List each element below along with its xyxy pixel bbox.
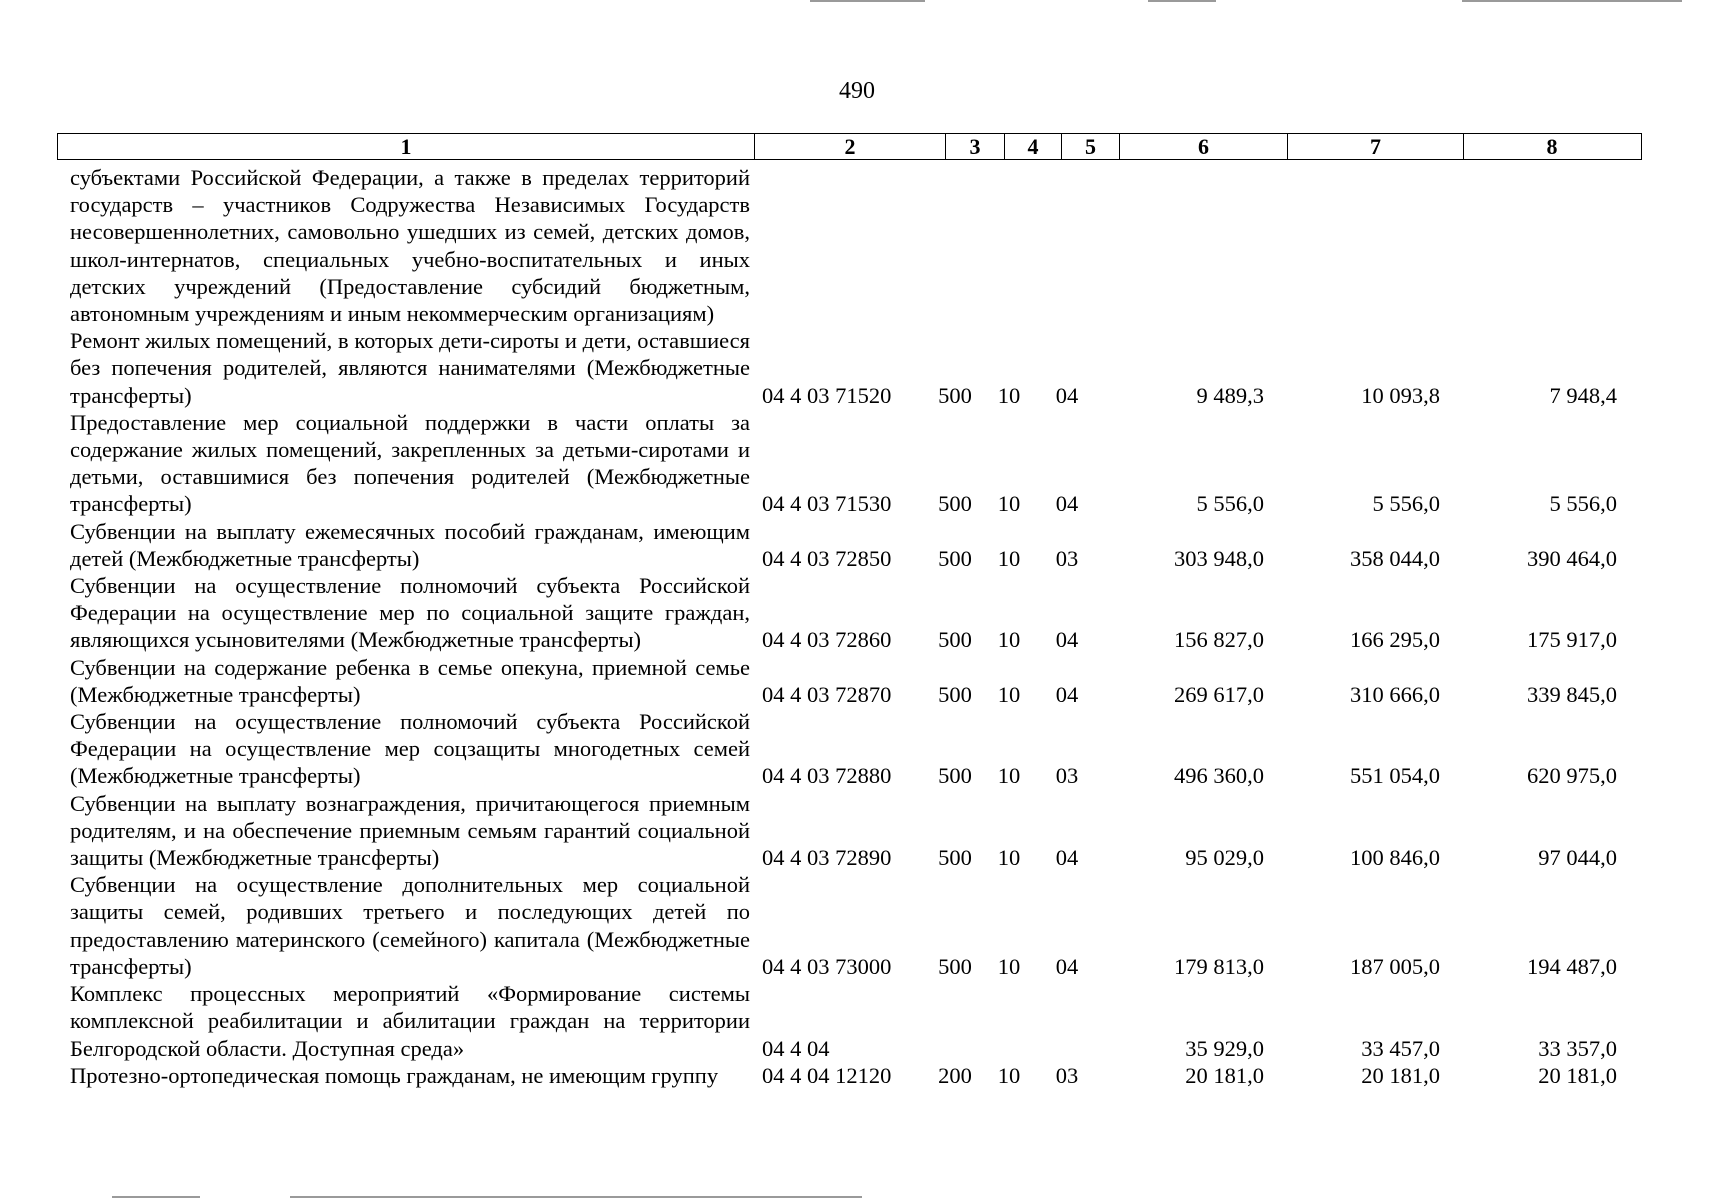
row-value-6: 9 489,3 — [1196, 382, 1264, 408]
row-col4: 10 — [997, 491, 1021, 517]
row-value-8: 175 917,0 — [1527, 627, 1617, 653]
row-value-6: 303 948,0 — [1174, 545, 1264, 571]
row-code: 04 4 03 72880 — [762, 763, 892, 789]
row-value-6: 179 813,0 — [1174, 953, 1264, 979]
row-value-8: 339 845,0 — [1527, 681, 1617, 707]
table-row — [57, 518, 1657, 572]
table-row — [57, 654, 1657, 708]
table-row — [57, 790, 1657, 872]
row-col4: 10 — [997, 1062, 1021, 1088]
row-name: субъектами Российской Федерации, а также в пределах территорий государств – участников Содружества Независимых Государств несовершеннолетних, самовольно ушедших из семей, детских домов, школ-интернатов, специальных учебно-воспитательных и иных детских учреждений (Предоставление субсидий бюджетным, автономным учреждениям и иным некоммерческим организациям) — [70, 165, 750, 327]
row-col3: 500 — [938, 627, 972, 653]
row-name: Субвенции на выплату вознаграждения, причитающегося приемным родителям, и на обеспечение приемным семьям гарантий социальной защиты (Межбюджетные трансферты) — [70, 790, 750, 871]
row-value-7: 10 093,8 — [1361, 382, 1440, 408]
row-col3: 500 — [938, 953, 972, 979]
row-value-7: 20 181,0 — [1361, 1062, 1440, 1088]
row-name: Субвенции на осуществление дополнительных мер социальной защиты семей, родивших третьего и последующих детей по предоставлению материнского (семейного) капитала (Межбюджетные трансферты) — [70, 872, 750, 979]
header-col-4: 4 — [1005, 134, 1062, 159]
row-name: Субвенции на осуществление полномочий субъекта Российской Федерации на осуществление мер по социальной защите граждан, являющихся усыновителями (Межбюджетные трансферты) — [70, 573, 750, 653]
scan-line — [810, 0, 925, 2]
row-code: 04 4 03 73000 — [762, 953, 892, 979]
row-col3: 500 — [938, 763, 972, 789]
row-col5: 03 — [1055, 763, 1079, 789]
row-col5: 04 — [1055, 681, 1079, 707]
header-col-1: 1 — [58, 134, 755, 159]
row-value-8: 7 948,4 — [1549, 382, 1617, 408]
header-col-3: 3 — [946, 134, 1005, 159]
row-value-8: 5 556,0 — [1549, 491, 1617, 517]
row-col5: 04 — [1055, 491, 1079, 517]
row-col4: 10 — [997, 627, 1021, 653]
header-col-6: 6 — [1120, 134, 1288, 159]
table-body — [57, 164, 1657, 1089]
table-row — [57, 327, 1657, 409]
row-name: Субвенции на выплату ежемесячных пособий гражданам, имеющим детей (Межбюджетные трансферты) — [70, 518, 750, 571]
row-code: 04 4 04 — [762, 1035, 830, 1061]
row-value-7: 310 666,0 — [1350, 681, 1440, 707]
row-value-6: 156 827,0 — [1174, 627, 1264, 653]
row-value-6: 496 360,0 — [1174, 763, 1264, 789]
row-col5: 03 — [1055, 545, 1079, 571]
row-code: 04 4 03 72890 — [762, 845, 892, 871]
row-col5: 04 — [1055, 845, 1079, 871]
row-col5: 04 — [1055, 953, 1079, 979]
row-col4: 10 — [997, 382, 1021, 408]
row-col4: 10 — [997, 681, 1021, 707]
table-row — [57, 164, 1657, 327]
row-col3: 500 — [938, 545, 972, 571]
table-row — [57, 572, 1657, 654]
row-value-8: 620 975,0 — [1527, 763, 1617, 789]
row-value-7: 33 457,0 — [1361, 1035, 1440, 1061]
row-col3: 500 — [938, 491, 972, 517]
row-value-8: 390 464,0 — [1527, 545, 1617, 571]
scan-line — [1462, 0, 1682, 2]
row-code: 04 4 03 71530 — [762, 491, 892, 517]
row-col3: 500 — [938, 382, 972, 408]
row-col4: 10 — [997, 545, 1021, 571]
row-name: Комплекс процессных мероприятий «Формирование системы комплексной реабилитации и абилитации граждан на территории Белгородской области. Доступная среда» — [70, 981, 750, 1061]
row-value-8: 33 357,0 — [1538, 1035, 1617, 1061]
row-value-6: 5 556,0 — [1196, 491, 1264, 517]
scan-line — [1148, 0, 1216, 2]
scan-line — [112, 1196, 200, 1198]
row-col4: 10 — [997, 953, 1021, 979]
scan-line — [290, 1196, 862, 1198]
table-header — [57, 133, 1642, 160]
row-name: Предоставление мер социальной поддержки в части оплаты за содержание жилых помещений, закрепленных за детьми-сиротами и детьми, оставшимися без попечения родителей (Межбюджетные трансферты) — [70, 409, 750, 517]
row-value-8: 20 181,0 — [1538, 1062, 1617, 1088]
row-col3: 500 — [938, 845, 972, 871]
table-row — [57, 871, 1657, 980]
row-col3: 500 — [938, 681, 972, 707]
row-value-7: 100 846,0 — [1350, 845, 1440, 871]
row-name: Субвенции на осуществление полномочий субъекта Российской Федерации на осуществление мер соцзащиты многодетных семей (Межбюджетные трансферты) — [70, 709, 750, 789]
table-row — [57, 1062, 1657, 1089]
row-name: Субвенции на содержание ребенка в семье опекуна, приемной семье (Межбюджетные трансферты) — [70, 654, 750, 707]
row-col5: 03 — [1055, 1062, 1079, 1088]
row-code: 04 4 04 12120 — [762, 1062, 892, 1088]
row-col4: 10 — [997, 763, 1021, 789]
row-value-7: 551 054,0 — [1350, 763, 1440, 789]
row-code: 04 4 03 72850 — [762, 545, 892, 571]
header-col-8: 8 — [1546, 134, 1558, 159]
row-value-8: 194 487,0 — [1527, 953, 1617, 979]
row-value-7: 5 556,0 — [1372, 491, 1440, 517]
row-value-6: 269 617,0 — [1174, 681, 1264, 707]
header-col-2: 2 — [755, 134, 946, 159]
table-row — [57, 980, 1657, 1062]
page-number: 490 — [839, 78, 875, 104]
row-code: 04 4 03 72870 — [762, 681, 892, 707]
row-value-6: 35 929,0 — [1185, 1035, 1264, 1061]
header-col-5: 5 — [1062, 134, 1120, 159]
row-value-7: 166 295,0 — [1350, 627, 1440, 653]
header-col-7: 7 — [1288, 134, 1464, 159]
row-name: Протезно-ортопедическая помощь гражданам, не имеющим группу — [70, 1062, 719, 1088]
row-code: 04 4 03 72860 — [762, 627, 892, 653]
row-name: Ремонт жилых помещений, в которых дети-сироты и дети, оставшиеся без попечения родителей, являются нанимателями (Межбюджетные трансферты) — [70, 328, 750, 408]
row-col4: 10 — [997, 845, 1021, 871]
row-col5: 04 — [1055, 627, 1079, 653]
row-col3: 200 — [938, 1062, 972, 1088]
row-value-7: 187 005,0 — [1350, 953, 1440, 979]
row-value-8: 97 044,0 — [1538, 845, 1617, 871]
row-col5: 04 — [1055, 382, 1079, 408]
row-value-7: 358 044,0 — [1350, 545, 1440, 571]
row-value-6: 20 181,0 — [1185, 1062, 1264, 1088]
table-row — [57, 409, 1657, 518]
table-row — [57, 708, 1657, 790]
row-value-6: 95 029,0 — [1185, 845, 1264, 871]
row-code: 04 4 03 71520 — [762, 382, 892, 408]
